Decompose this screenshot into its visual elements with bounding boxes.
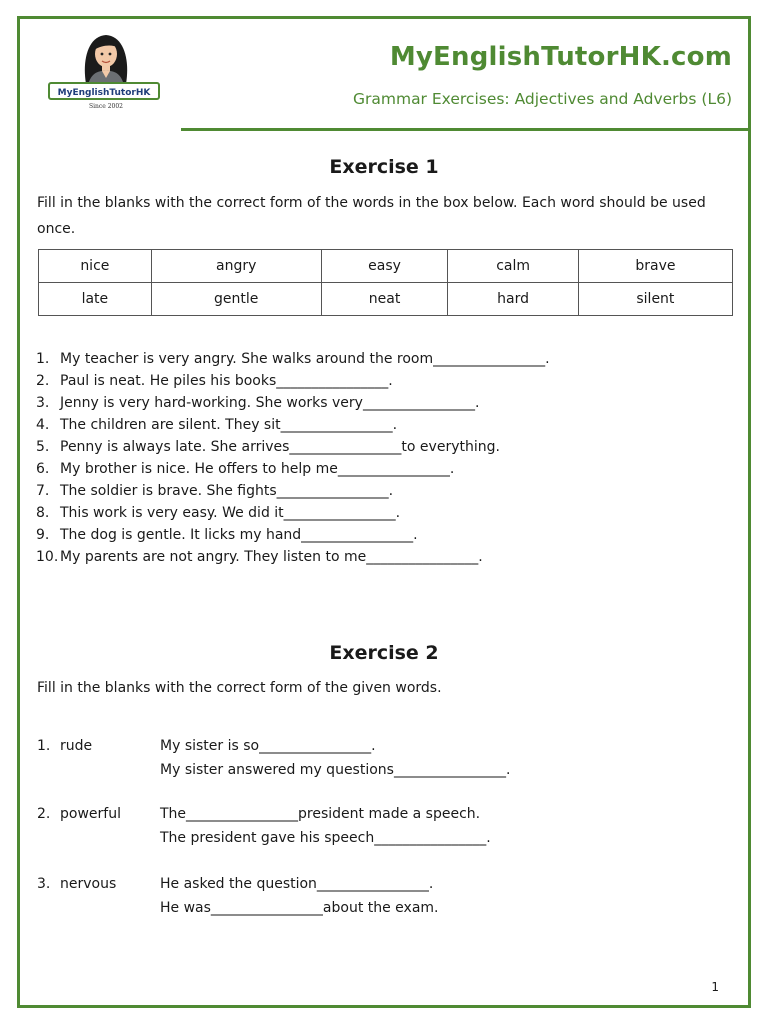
item-sentence-1: The________________president made a speech.: [160, 806, 481, 822]
page-number: 1: [711, 980, 719, 994]
item-number: 1.: [37, 738, 51, 754]
question-number: 9.: [36, 527, 50, 543]
question-number: 6.: [36, 461, 50, 477]
word-cell: easy: [321, 250, 448, 283]
question-text: This work is very easy. We did it________________.: [60, 505, 401, 521]
item-sentence-1: He asked the question________________.: [160, 876, 434, 892]
question-text: My brother is nice. He offers to help me________________.: [60, 461, 455, 477]
question-text: Penny is always late. She arrives________________to everything.: [60, 439, 500, 455]
question-number: 4.: [36, 417, 50, 433]
question-number: 3.: [36, 395, 50, 411]
logo-since: Since 2002: [89, 103, 123, 110]
question-number: 8.: [36, 505, 50, 521]
question-text: The soldier is brave. She fights________________.: [60, 483, 394, 499]
question-number: 5.: [36, 439, 50, 455]
question-number: 7.: [36, 483, 50, 499]
question-item: [36, 370, 550, 392]
question-item: [36, 392, 550, 414]
item-number: 3.: [37, 876, 51, 892]
word-cell: silent: [578, 283, 732, 316]
question-item: [36, 480, 550, 502]
question-number: 2.: [36, 373, 50, 389]
given-word: rude: [60, 738, 93, 754]
word-box: [38, 249, 733, 316]
given-word: nervous: [60, 876, 117, 892]
item-sentence-2: The president gave his speech________________.: [160, 830, 491, 846]
word-cell: late: [39, 283, 152, 316]
question-item: [36, 546, 550, 568]
word-cell: nice: [39, 250, 152, 283]
question-item: [36, 348, 550, 370]
site-title[interactable]: MyEnglishTutorHK.com: [389, 42, 732, 72]
item-sentence-2: He was________________about the exam.: [160, 900, 439, 916]
question-text: The dog is gentle. It licks my hand________________.: [60, 527, 418, 543]
header-divider: [181, 128, 751, 131]
item-number: 2.: [37, 806, 51, 822]
question-text: The children are silent. They sit________________.: [60, 417, 398, 433]
given-word: powerful: [60, 806, 121, 822]
question-text: Paul is neat. He piles his books________________.: [60, 373, 393, 389]
exercise1-instruction: Fill in the blanks with the correct form of the words in the box below. Each word should be used once.: [37, 195, 706, 237]
exercise2-instruction: Fill in the blanks with the correct form of the given words.: [37, 680, 442, 696]
worksheet-subtitle: Grammar Exercises: Adjectives and Adverbs (L6): [352, 90, 732, 108]
exercise2-title: Exercise 2: [329, 642, 439, 664]
word-cell: calm: [448, 250, 578, 283]
exercise1-title: Exercise 1: [329, 156, 439, 178]
word-cell: hard: [448, 283, 578, 316]
question-item: [36, 414, 550, 436]
item-sentence-1: My sister is so________________.: [160, 738, 376, 754]
question-item: [36, 458, 550, 480]
brand-logo: [46, 30, 166, 116]
question-text: Jenny is very hard-working. She works very________________.: [60, 395, 480, 411]
word-cell: neat: [321, 283, 448, 316]
word-cell: gentle: [151, 283, 321, 316]
question-number: 1.: [36, 351, 50, 367]
item-sentence-2: My sister answered my questions________________.: [160, 762, 511, 778]
question-item: [36, 436, 550, 458]
question-text: My parents are not angry. They listen to me________________.: [60, 549, 483, 565]
logo-badge: MyEnglishTutorHK: [48, 82, 160, 100]
exercise1-questions: [36, 348, 550, 568]
word-cell: angry: [151, 250, 321, 283]
question-text: My teacher is very angry. She walks around the room________________.: [60, 351, 550, 367]
question-item: [36, 524, 550, 546]
question-number: 10.: [36, 549, 59, 565]
question-item: [36, 502, 550, 524]
tutor-portrait-icon: [46, 30, 166, 86]
word-cell: brave: [578, 250, 732, 283]
